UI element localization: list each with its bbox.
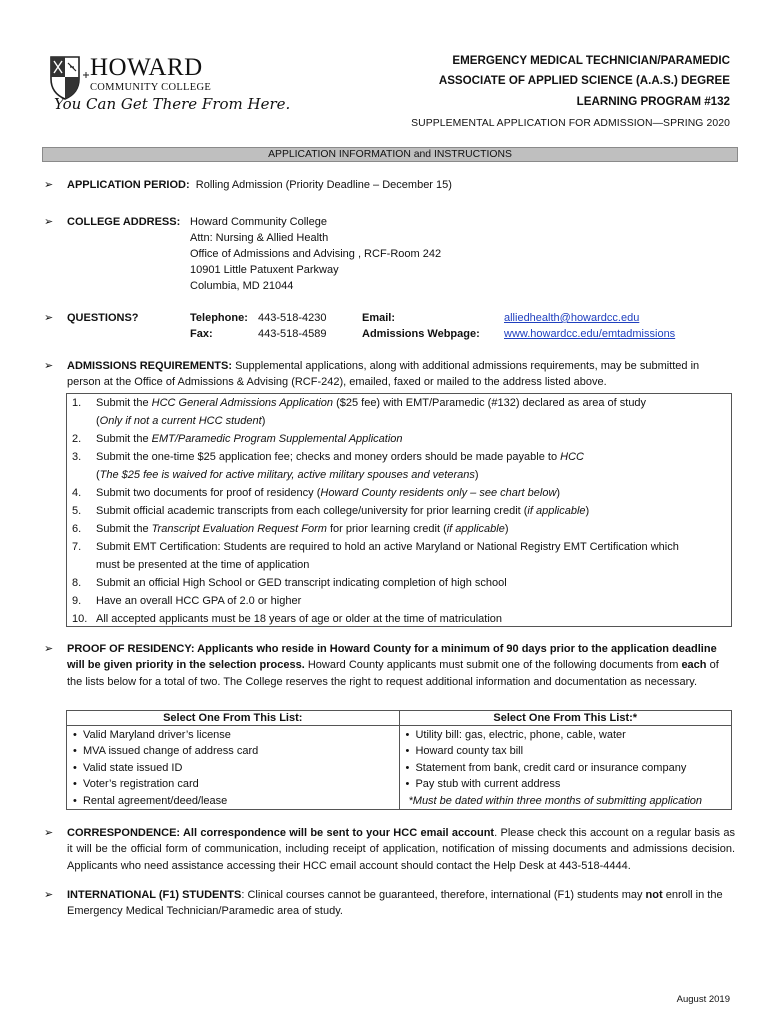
requirement-number: 4.: [72, 487, 82, 499]
admissions-segment: Supplemental applications, along with additional admissions requirements, may be submitted in person at the Office of Admissions & Advising (RCF-242), emailed, faxed or mailed to the address listed above.: [67, 360, 700, 389]
requirement-segment: ($25 fee) with EMT/Paramedic (#132) declared as area of study: [333, 397, 647, 409]
requirement-segment: Transcript Evaluation Request Form: [151, 523, 327, 535]
correspondence-text: [67, 825, 735, 874]
international-segment: not: [645, 889, 663, 901]
requirement-item: [72, 592, 722, 610]
application-period-label: APPLICATION PERIOD:: [67, 179, 190, 191]
requirement-item: [72, 394, 722, 430]
fax-label: Fax:: [190, 328, 213, 340]
requirement-segment: The $25 fee is waived for active military, active military spouses and veterans: [99, 469, 475, 481]
residency-segment: each: [681, 659, 707, 672]
left-list-header: Select One From This List:: [67, 711, 400, 726]
list-item: • Utility bill: gas, electric, phone, cable, water: [405, 729, 626, 741]
requirement-number: 3.: [72, 451, 82, 463]
program-title-line-3: LEARNING PROGRAM #132: [576, 95, 730, 108]
requirement-line: [96, 520, 726, 538]
requirement-line: [96, 448, 726, 466]
bullet-arrow-icon: ➢: [44, 643, 54, 655]
requirement-line: [96, 538, 726, 556]
address-line: Columbia, MD 21044: [190, 280, 294, 292]
residency-segment: Howard County applicants must submit one of the following documents from: [304, 659, 682, 672]
list-item: • Voter’s registration card: [73, 778, 199, 791]
correspondence-segment: . Please check this account on a regular basis as it will be the official form of communication, including receipt of application, notification of missing documents and admissions decision. Applicants who need assistance accessing their HCC email account should contact the Help Desk at 443-518-4444.: [67, 827, 735, 872]
requirement-segment: Howard County residents only – see chart below: [320, 487, 557, 499]
requirement-segment: EMT/Paramedic Program Supplemental Application: [151, 433, 403, 445]
requirement-text: [96, 394, 726, 430]
supplemental-heading: SUPPLEMENTAL APPLICATION FOR ADMISSION—SPRING 2020: [411, 118, 730, 129]
application-period-value: Rolling Admission (Priority Deadline – December 15): [195, 179, 452, 191]
requirement-line: [96, 394, 726, 412]
requirement-number: 1.: [72, 397, 82, 409]
footer-date: August 2019: [676, 994, 730, 1005]
college-address-label: COLLEGE ADDRESS:: [67, 216, 181, 228]
requirement-number: 6.: [72, 523, 82, 535]
requirement-segment: Submit two documents for proof of residency (: [96, 487, 321, 499]
requirement-number: 2.: [72, 433, 82, 445]
address-line: 10901 Little Patuxent Parkway: [190, 264, 339, 276]
list-item: • Pay stub with current address: [405, 778, 561, 791]
proof-of-residency-text: [67, 641, 735, 690]
requirement-segment: (: [96, 469, 100, 481]
logo-name: HOWARD: [90, 54, 203, 81]
requirement-item: [72, 448, 722, 484]
requirement-segment: Submit an official High School or GED transcript indicating completion of high school: [96, 577, 507, 589]
email-link[interactable]: alliedhealth@howardcc.edu: [504, 312, 640, 324]
bullet-arrow-icon: ➢: [44, 216, 54, 228]
requirement-line: [96, 610, 726, 628]
list-item: • Valid Maryland driver’s license: [73, 729, 231, 741]
requirement-text: [96, 538, 726, 574]
requirement-text: [96, 574, 726, 592]
requirement-line: [96, 502, 726, 520]
international-segment: enroll in the Emergency Medical Technician/Paramedic area of study.: [67, 889, 723, 918]
address-line: Office of Admissions and Advising , RCF-Room 242: [190, 248, 442, 260]
requirement-line: [96, 556, 726, 574]
right-list-header: Select One From This List:*: [399, 711, 732, 726]
requirement-segment: ): [556, 487, 561, 499]
dated-note: *Must be dated within three months of submitting application: [408, 794, 702, 807]
requirement-text: [96, 592, 726, 610]
requirement-segment: Submit EMT Certification: Students are required to hold an active Maryland or National Registry EMT Certification which: [96, 541, 679, 553]
bullet-arrow-icon: ➢: [44, 889, 54, 901]
college-logo: [46, 52, 316, 118]
section-title-bar: APPLICATION INFORMATION and INSTRUCTIONS: [42, 147, 738, 162]
requirement-item: [72, 574, 722, 592]
requirement-item: [72, 484, 722, 502]
requirement-segment: Submit the: [96, 523, 152, 535]
admissions-webpage-label: Admissions Webpage:: [362, 328, 480, 340]
correspondence-segment: CORRESPONDENCE: All correspondence will be sent to your HCC email account: [67, 827, 495, 839]
program-title-line-1: EMERGENCY MEDICAL TECHNICIAN/PARAMEDIC: [452, 54, 730, 67]
admissions-requirements-text: [67, 358, 735, 391]
requirement-number: 7.: [72, 541, 82, 553]
residency-documents-table: [66, 710, 732, 810]
requirement-segment: ): [261, 415, 266, 427]
international-segment: INTERNATIONAL (F1) STUDENTS: [67, 889, 242, 901]
admissions-webpage-link[interactable]: www.howardcc.edu/emtadmissions: [504, 328, 676, 340]
requirement-item: [72, 520, 722, 538]
requirement-item: [72, 610, 722, 628]
requirement-number: 10.: [72, 613, 88, 625]
requirement-line: [96, 466, 726, 484]
international-segment: : Clinical courses cannot be guaranteed, therefore, international (F1) students may: [241, 889, 646, 901]
residency-segment: PROOF OF RESIDENCY: Applicants who reside in Howard County for a minimum of 90 days prior to the application deadline will be given priority in the selection process.: [67, 643, 717, 672]
residency-segment: of the lists below for a total of two. The College reserves the right to request additional information and documentation as necessary.: [67, 659, 719, 688]
list-item: • Statement from bank, credit card or insurance company: [405, 761, 687, 774]
requirement-segment: Submit official academic transcripts from each college/university for prior learning credit (: [96, 505, 528, 517]
requirement-segment: ): [474, 469, 479, 481]
right-list: [399, 726, 732, 810]
requirement-segment: (: [96, 415, 100, 427]
questions-label: QUESTIONS?: [67, 312, 139, 324]
email-label: Email:: [362, 312, 396, 324]
requirement-segment: ): [585, 505, 590, 517]
requirement-item: [72, 502, 722, 520]
program-title-line-2: ASSOCIATE OF APPLIED SCIENCE (A.A.S.) DEGREE: [438, 74, 730, 87]
bullet-arrow-icon: ➢: [44, 827, 54, 839]
requirement-segment: HCC General Admissions Application: [151, 397, 334, 409]
requirement-segment: Submit the: [96, 433, 152, 445]
requirement-number: 8.: [72, 577, 82, 589]
requirement-item: [72, 430, 722, 448]
requirement-segment: if applicable: [527, 505, 586, 517]
requirement-text: [96, 520, 726, 538]
list-item: • MVA issued change of address card: [73, 745, 259, 758]
requirement-line: [96, 412, 726, 430]
admissions-segment: ADMISSIONS REQUIREMENTS:: [67, 360, 233, 372]
logo-tagline: You Can Get There From Here.: [54, 95, 291, 113]
requirement-segment: Submit the: [96, 397, 152, 409]
requirement-segment: for prior learning credit (: [326, 523, 447, 535]
fax-value: 443-518-4589: [258, 328, 327, 340]
requirement-text: [96, 484, 726, 502]
requirement-segment: ): [504, 523, 509, 535]
requirement-line: [96, 430, 726, 448]
requirement-segment: Only if not a current HCC student: [99, 415, 262, 427]
telephone-value: 443-518-4230: [258, 312, 327, 324]
list-item: • Rental agreement/deed/lease: [73, 794, 228, 807]
requirement-text: [96, 610, 726, 628]
telephone-label: Telephone:: [190, 312, 248, 324]
requirement-text: [96, 448, 726, 484]
requirement-segment: if applicable: [446, 523, 505, 535]
international-students-text: [67, 887, 735, 920]
left-list: [67, 726, 400, 810]
requirement-item: [72, 538, 722, 574]
requirement-segment: Have an overall HCC GPA of 2.0 or higher: [96, 595, 302, 607]
bullet-arrow-icon: ➢: [44, 360, 54, 372]
requirement-segment: must be presented at the time of application: [96, 559, 310, 571]
logo-subtitle: COMMUNITY COLLEGE: [90, 82, 212, 93]
address-line: Howard Community College: [190, 216, 327, 228]
list-item: • Valid state issued ID: [73, 761, 183, 774]
application-period: [67, 177, 452, 193]
requirement-number: 5.: [72, 505, 82, 517]
requirement-segment: All accepted applicants must be 18 years of age or older at the time of matriculation: [96, 613, 502, 625]
requirement-text: [96, 502, 726, 520]
requirement-text: [96, 430, 726, 448]
requirement-number: 9.: [72, 595, 82, 607]
college-address: [190, 214, 441, 294]
bullet-arrow-icon: ➢: [44, 179, 54, 191]
requirement-segment: Submit the one-time $25 application fee; checks and money orders should be made payable to: [96, 451, 561, 463]
bullet-arrow-icon: ➢: [44, 312, 54, 324]
requirement-line: [96, 574, 726, 592]
requirement-segment: HCC: [560, 451, 584, 463]
list-item: • Howard county tax bill: [405, 745, 524, 758]
address-line: Attn: Nursing & Allied Health: [190, 232, 329, 244]
requirements-list: [72, 394, 722, 628]
requirement-line: [96, 592, 726, 610]
requirement-line: [96, 484, 726, 502]
